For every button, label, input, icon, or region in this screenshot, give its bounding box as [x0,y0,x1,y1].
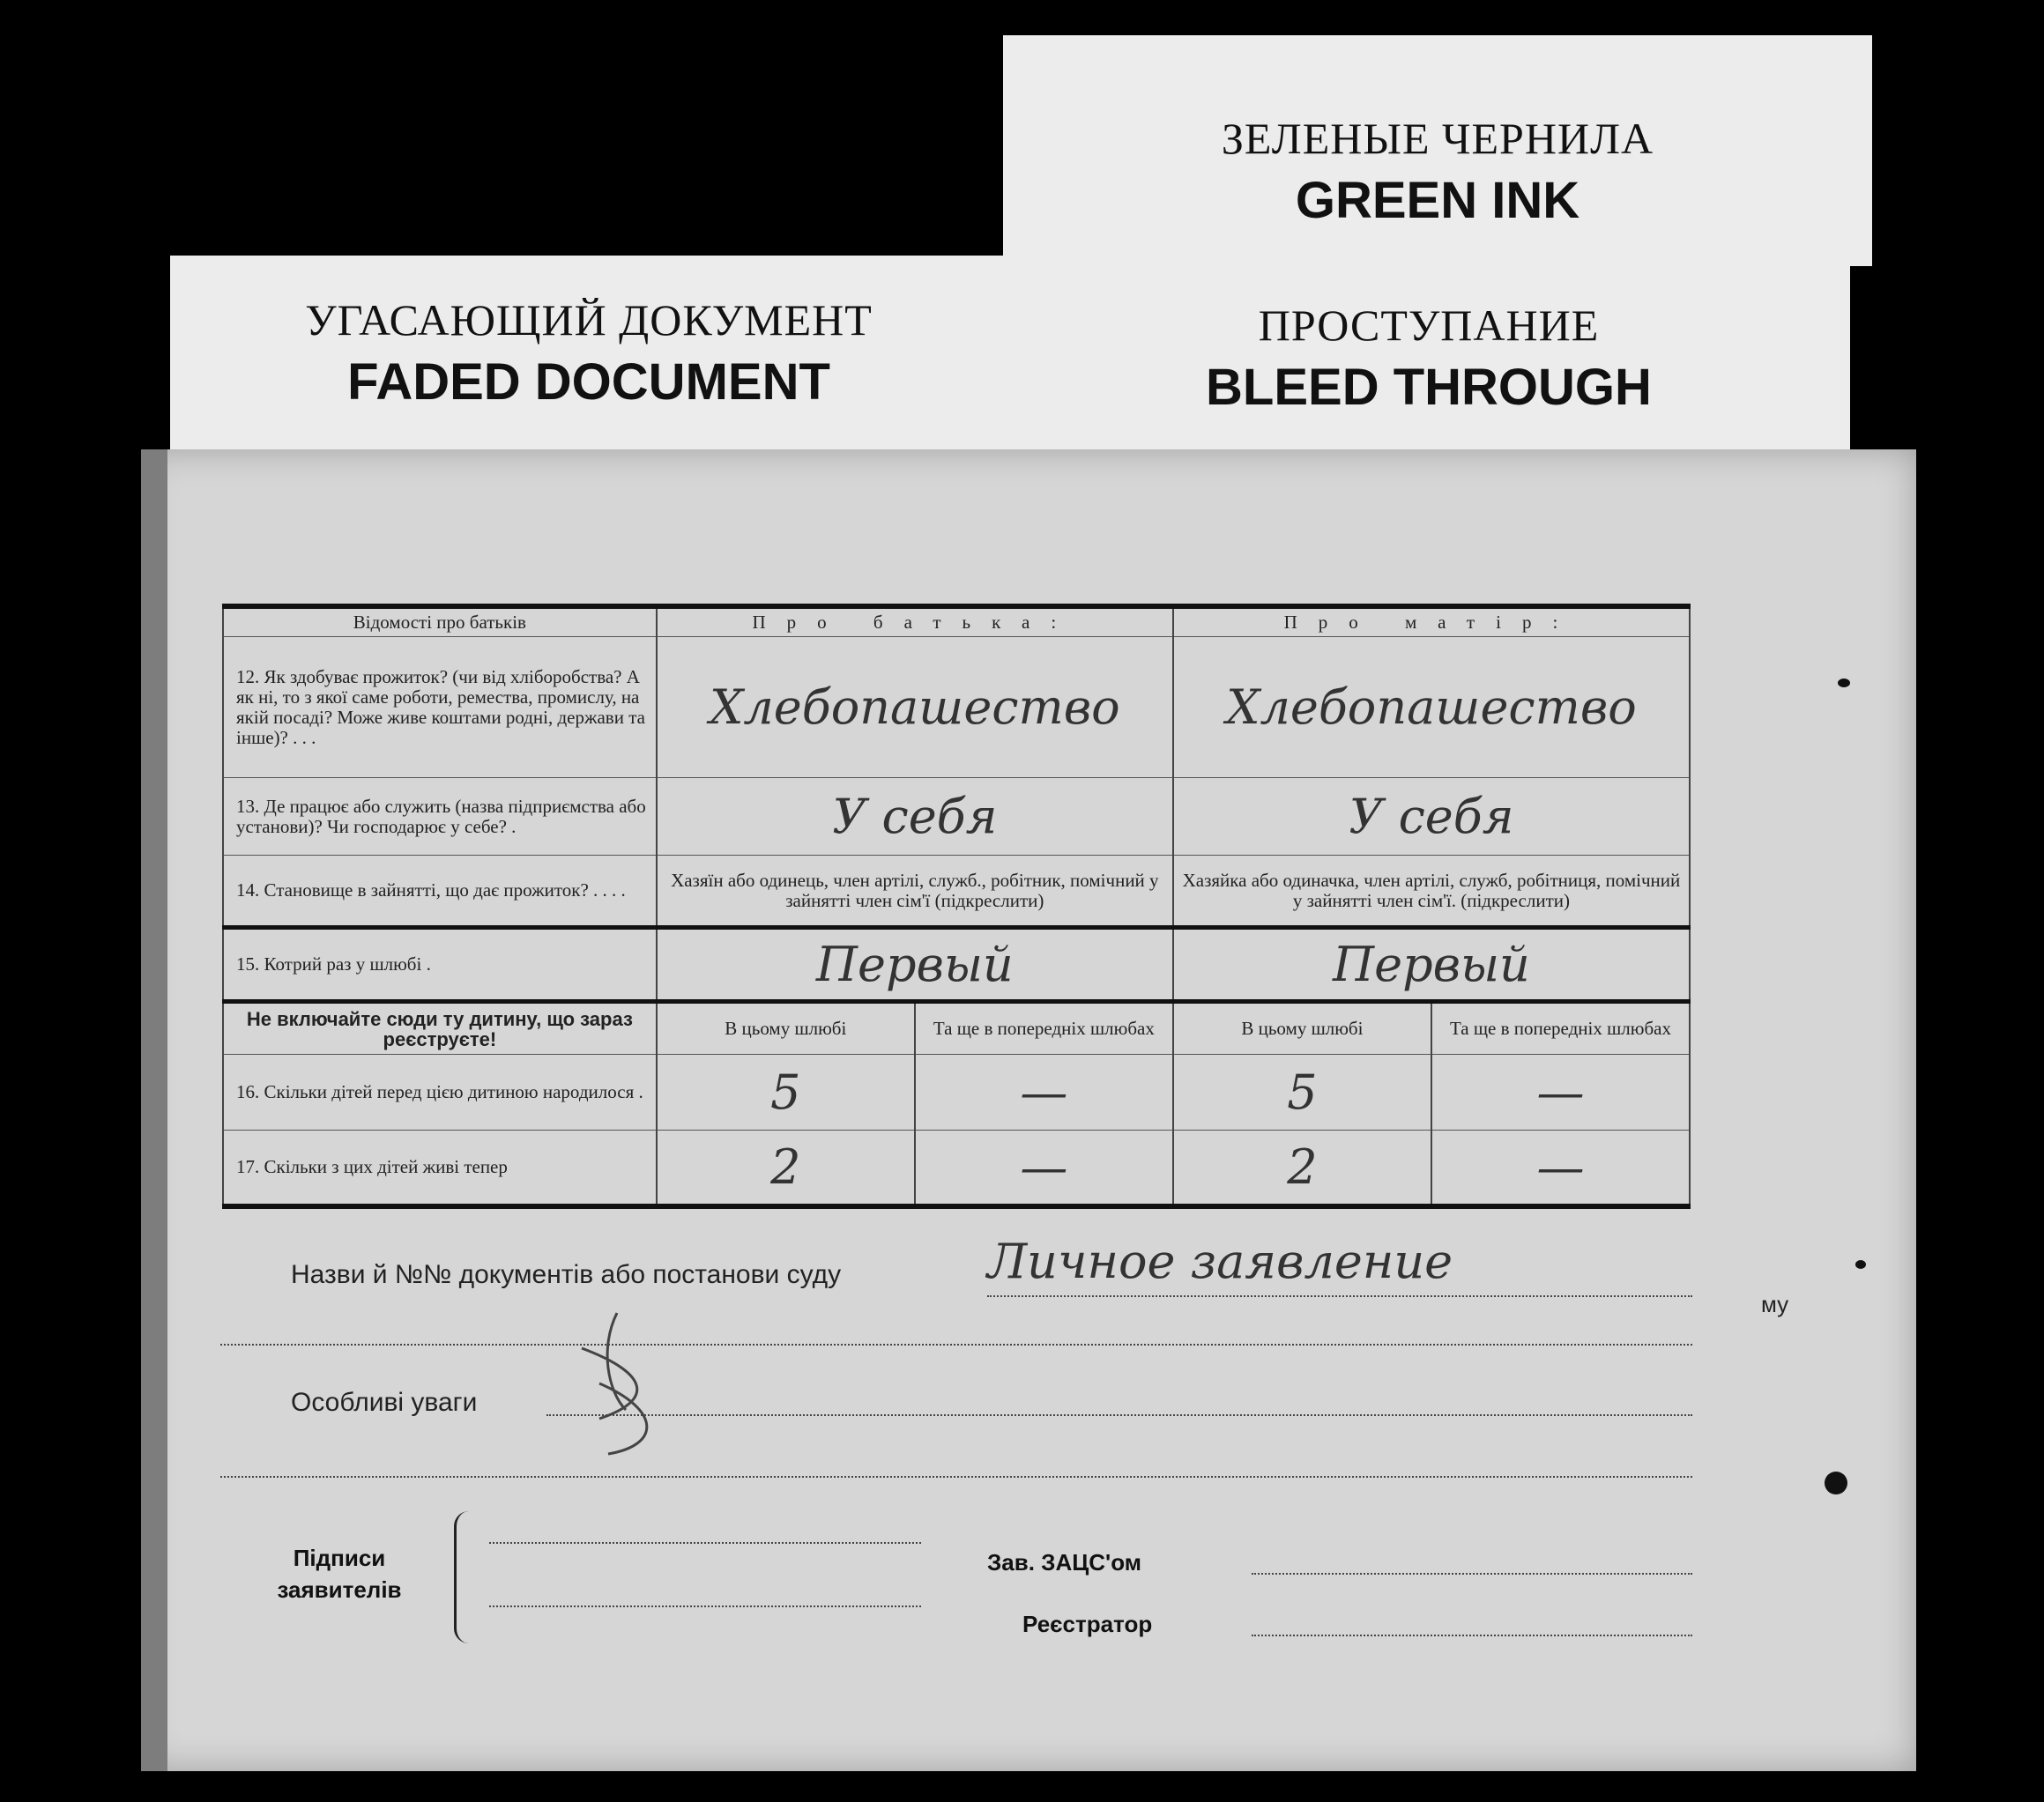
applicant-signature-line-2 [489,1605,921,1607]
mother-children-alive-prev: — [1431,1131,1690,1206]
father-position: Хазяїн або одинець, член артілі, служб., робітник, помічний у зайнятті член сім'ї (підкреслити) [657,856,1173,928]
punch-hole [1855,1260,1866,1269]
father-occupation: Хлебопашество [657,637,1173,778]
remarks-line [546,1414,1692,1416]
table-row [223,1131,1690,1206]
father-children-alive-this: 2 [657,1131,915,1206]
registrar-signature-line [1252,1635,1692,1636]
document-sheet [141,449,1916,1771]
remarks-label: Особливі уваги [291,1388,478,1417]
mother-workplace: У себя [1173,778,1690,856]
table-row [223,928,1690,1002]
father-children-alive-prev: — [915,1131,1173,1206]
header-father: Про батька: [657,606,1173,637]
note-en-text: FADED DOCUMENT [347,353,830,411]
documents-value: Личное заявление [987,1234,1453,1289]
mother-marriage-number: Первый [1173,928,1690,1002]
brace [454,1511,469,1643]
father-workplace: У себя [657,778,1173,856]
children-header-row [223,1002,1690,1055]
documents-line-2 [220,1344,1692,1346]
note-en-text: BLEED THROUGH [1206,359,1652,416]
mother-children-born-prev: — [1431,1055,1690,1131]
handwritten-mark [546,1295,679,1463]
father-this-marriage-header: В цьому шлюбі [657,1002,915,1055]
mother-children-alive-this: 2 [1173,1131,1431,1206]
applicants-signature-label [269,1542,410,1605]
question-14: 14. Становище в зайнятті, що дає прожиток? . . . . [223,856,657,928]
documents-line [987,1295,1692,1297]
remarks-line-2 [220,1476,1692,1478]
applicants-label-line-2: заявителів [277,1576,402,1603]
head-label: Зав. ЗАЦС'ом [987,1549,1141,1576]
faded-document-note [170,256,1007,476]
table-row [223,856,1690,928]
mother-position: Хазяйка або одиначка, член артілі, служб, робітниця, помічний у зайнятті член сім'ї. (підкреслити) [1173,856,1690,928]
mother-children-born-this: 5 [1173,1055,1431,1131]
head-signature-line [1252,1573,1692,1575]
registrar-label: Реєстратор [1022,1611,1153,1637]
question-12: 12. Як здобуває прожиток? (чи від хліборобства? А як ні, то з якої саме роботи, ремества, промислу, на якій посаді? Може живе коштами родні, держави та інше)? . . . [223,637,657,778]
father-prev-marriages-header: Та ще в попередніх шлюбах [915,1002,1173,1055]
note-ru-text: ПРОСТУПАНИЕ [1258,300,1600,350]
note-ru-text: УГАСАЮЩИЙ ДОКУМЕНТ [305,295,873,345]
note-ru-text: ЗЕЛЕНЫЕ ЧЕРНИЛА [1221,114,1654,163]
mother-this-marriage-header: В цьому шлюбі [1173,1002,1431,1055]
question-17: 17. Скільки з цих дітей живі тепер [223,1131,657,1206]
question-15: 15. Котрий раз у шлюбі . [223,928,657,1002]
punch-hole [1838,679,1850,687]
parents-info-table [222,604,1691,1209]
green-ink-note [1003,35,1872,266]
father-children-born-prev: — [915,1055,1173,1131]
question-16: 16. Скільки дітей перед цією дитиною народилося . [223,1055,657,1131]
header-mother: Про матір: [1173,606,1690,637]
table-header-row [223,606,1690,637]
header-parents-info: Відомості про батьків [223,606,657,637]
margin-text: му [1761,1291,1789,1317]
table-row [223,1055,1690,1131]
sheet-edge-shadow [141,449,167,1771]
mother-prev-marriages-header: Та ще в попередніх шлюбах [1431,1002,1690,1055]
question-13: 13. Де працює або служить (назва підприємства або установи)? Чи господарює у себе? . [223,778,657,856]
applicant-signature-line-1 [489,1542,921,1544]
note-en-text: GREEN INK [1295,172,1580,229]
table-row [223,637,1690,778]
father-children-born-this: 5 [657,1055,915,1131]
punch-hole [1825,1472,1847,1494]
bleed-through-note [1007,257,1850,478]
documents-label: Назви й №№ документів або постанови суду [291,1260,842,1289]
applicants-label-line-1: Підписи [293,1545,386,1571]
father-marriage-number: Первый [657,928,1173,1002]
table-row [223,778,1690,856]
children-note: Не включайте сюди ту дитину, що зараз реєструєте! [223,1002,657,1055]
mother-occupation: Хлебопашество [1173,637,1690,778]
